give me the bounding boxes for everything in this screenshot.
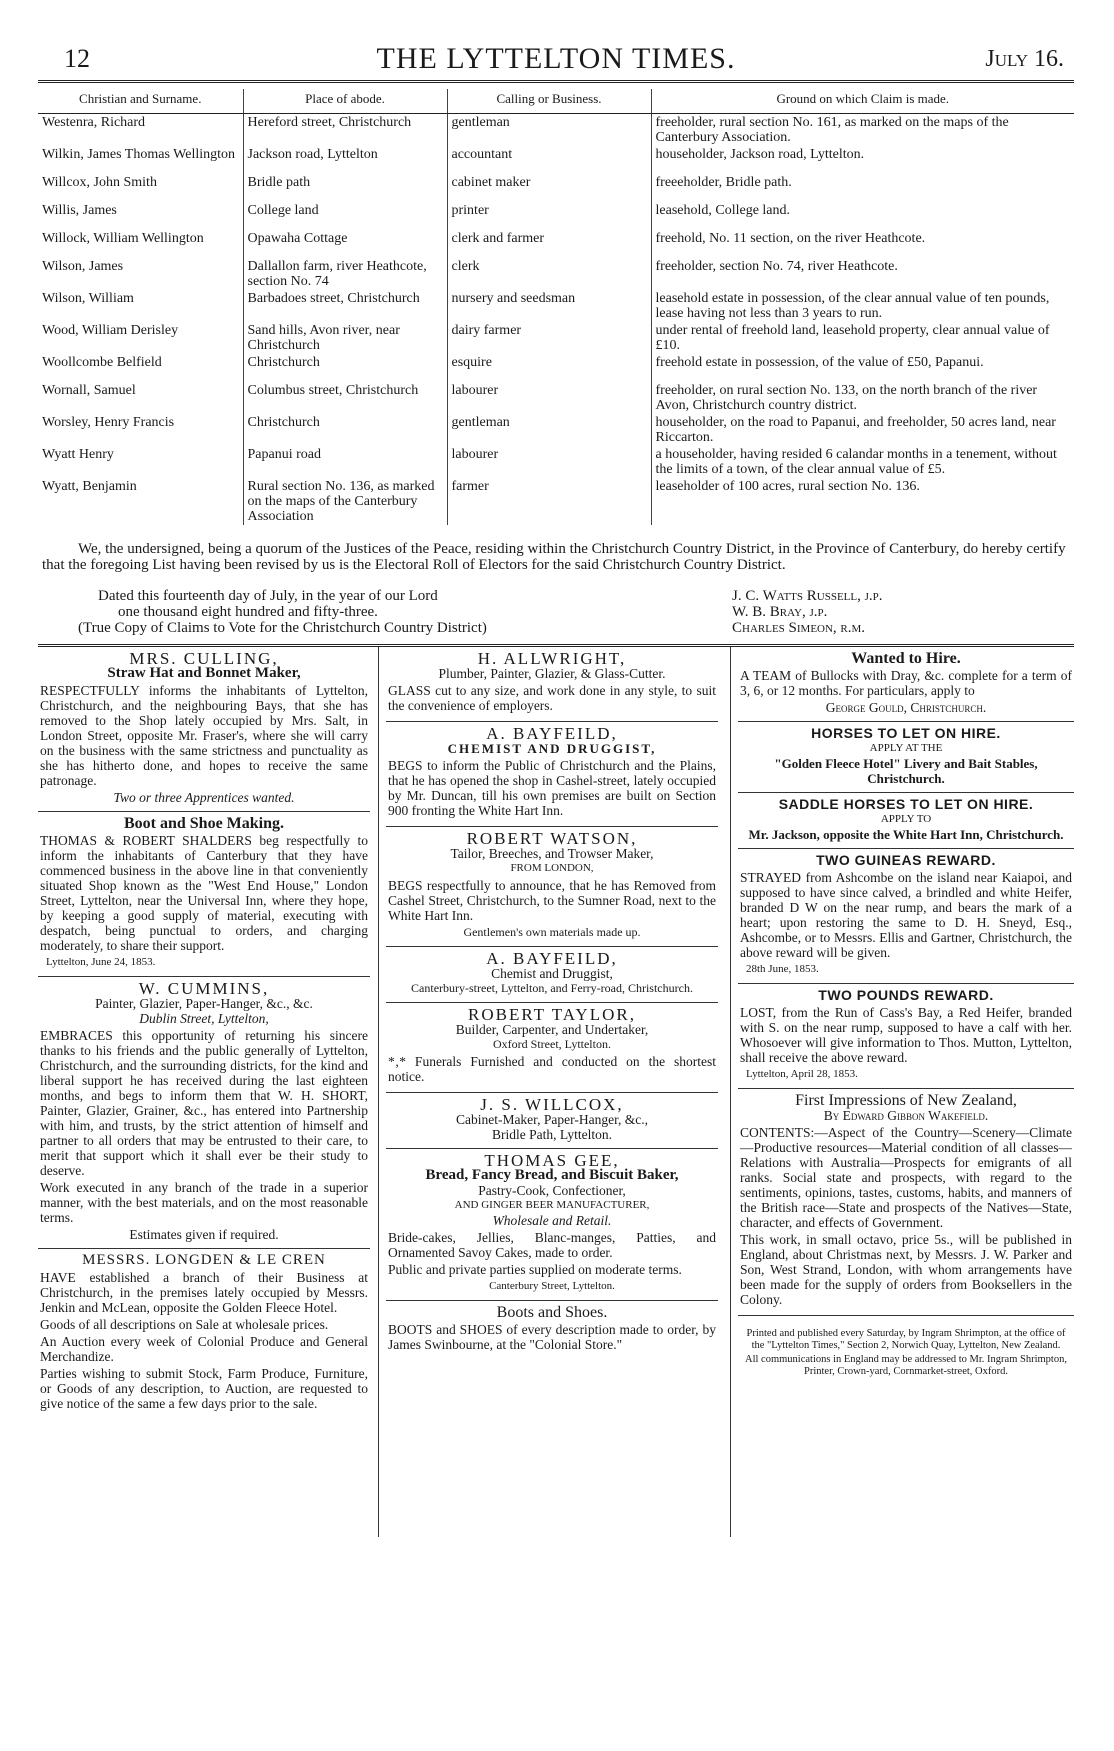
ad-body: Parties wishing to submit Stock, Farm Produce, Furniture, or Goods of any description, to Auction, are requested to give notice of the same a few days prior to the sale.: [40, 1366, 368, 1411]
cell-abode: Barbadoes street, Christchurch: [243, 290, 447, 322]
table-row: [38, 414, 1074, 446]
table-header-row: [38, 89, 1074, 114]
cell-name: Wyatt Henry: [42, 447, 114, 462]
copy-note: (True Copy of Claims to Vote for the Christchurch Country District): [78, 620, 487, 636]
roll-body: [38, 114, 1074, 526]
cell-calling: clerk: [447, 258, 651, 290]
ad-subheading: Painter, Glazier, Paper-Hanger, &c., &c.: [95, 996, 313, 1011]
advertisements: [38, 647, 1074, 1537]
certification-text: We, the undersigned, being a quorum of the Justices of the Peace, residing within the Christchurch Country District, in the Province of Canterbury, do hereby certify that the foregoing List having been revised by us is the Electoral Roll of Electors for the said Christchurch Country District.: [42, 541, 1066, 573]
column-header: Christian and Surname.: [38, 89, 243, 114]
ad-horses: [738, 722, 1074, 793]
ad-body: RESPECTFULLY informs the inhabitants of Lyttelton, Christchurch, and the neighbouring Bays, that she has removed to the Shop lately occupied by Mrs. Salt, in London Street, opposite Mr. Fraser's, where she will carry on the business with the same strictness and punctuality as she has hitherto done, and hopes to receive the same patronage.: [40, 683, 368, 788]
ad-heading: ROBERT WATSON,: [466, 829, 638, 848]
cell-calling: esquire: [447, 354, 651, 382]
cell-calling: labourer: [447, 382, 651, 414]
cell-name: Worsley, Henry Francis: [42, 415, 175, 430]
cell-name: Wood, William Derisley: [42, 323, 179, 338]
ad-body: HAVE established a branch of their Business at Christchurch, in the premises lately occupied by Messrs. Jenkin and McLean, opposite the Golden Fleece Hotel.: [40, 1270, 368, 1315]
ad-watson: [386, 827, 718, 947]
table-row: [38, 478, 1074, 525]
cell-abode: Jackson road, Lyttelton: [243, 146, 447, 174]
ad-heading: TWO GUINEAS REWARD.: [816, 852, 996, 868]
dated-line: one thousand eight hundred and fifty-three.: [118, 604, 378, 620]
ad-cummins: [38, 977, 370, 1249]
cell-calling: cabinet maker: [447, 174, 651, 202]
ad-body: *‚* Funerals Furnished and conducted on the shortest notice.: [388, 1054, 716, 1084]
ad-from: FROM LONDON,: [510, 862, 594, 874]
ad-note: Two or three Apprentices wanted.: [113, 790, 295, 805]
cell-calling: labourer: [447, 446, 651, 478]
ad-heading: SADDLE HORSES TO LET ON HIRE.: [778, 796, 1034, 812]
cell-name: Wornall, Samuel: [42, 383, 136, 398]
ad-address: Oxford Street, Lyttelton.: [493, 1037, 611, 1051]
ad-address: Canterbury Street, Lyttelton.: [489, 1280, 615, 1292]
ad-taylor: [386, 1003, 718, 1093]
ad-subheading: Builder, Carpenter, and Undertaker,: [455, 1022, 649, 1037]
ad-heading: First Impressions of New Zealand,: [795, 1092, 1017, 1109]
ad-heading: A. BAYFEILD,: [486, 949, 618, 968]
signature: J. C. Watts Russell, j.p.: [732, 588, 883, 604]
ad-heading: Wanted to Hire.: [851, 650, 961, 667]
table-row: [38, 382, 1074, 414]
ad-heading: HORSES TO LET ON HIRE.: [811, 725, 1001, 741]
ad-subheading: Straw Hat and Bonnet Maker,: [107, 665, 301, 681]
cell-ground: freehold estate in possession, of the value of £50, Papanui.: [651, 354, 1074, 382]
ad-body: A TEAM of Bullocks with Dray, &c. complete for a term of 3, 6, or 12 months. For particulars, apply to: [740, 668, 1072, 698]
column-header: Ground on which Claim is made.: [651, 89, 1074, 114]
cell-abode: Columbus street, Christchurch: [243, 382, 447, 414]
cell-ground: freeholder, on rural section No. 133, on the north branch of the river Avon, Christchurch country district.: [651, 382, 1074, 414]
ad-subheading: CHEMIST AND DRUGGIST,: [447, 741, 657, 756]
cell-name: Willcox, John Smith: [42, 175, 157, 190]
cell-name: Westenra, Richard: [42, 115, 146, 130]
ad-column-3: [738, 647, 1074, 1384]
cell-name: Woollcombe Belfield: [42, 355, 162, 370]
cell-calling: dairy farmer: [447, 322, 651, 354]
cell-ground: freeholder, rural section No. 161, as marked on the maps of the Canterbury Association.: [651, 114, 1074, 147]
ad-longden: [38, 1249, 370, 1419]
cell-ground: a householder, having resided 6 calandar months in a tenement, without the limits of a town, of the clear annual value of £5.: [651, 446, 1074, 478]
ad-body: Mr. Jackson, opposite the White Hart Inn, Christchurch.: [748, 827, 1064, 842]
ad-date: Lyttelton, April 28, 1853.: [746, 1068, 858, 1080]
ad-address: Bridle Path, Lyttelton.: [492, 1127, 612, 1142]
imprint: [738, 1316, 1074, 1384]
cell-abode: Christchurch: [243, 354, 447, 382]
ad-body: An Auction every week of Colonial Produce and General Merchandize.: [40, 1334, 368, 1364]
table-row: [38, 202, 1074, 230]
ad-heading: A. BAYFEILD,: [486, 724, 618, 743]
cell-abode: Opawaha Cottage: [243, 230, 447, 258]
ad-body: THOMAS & ROBERT SHALDERS beg respectfully to inform the inhabitants of Canterbury that they have commenced business in the above line in that conveniently situated Shop known as the "West End House," London Street, Lyttelton, near the Universal Inn, where they hope, by keeping a good supply of material, executing with despatch, being punctual to orders, and charging moderately, to share their support.: [40, 833, 368, 953]
ad-body: STRAYED from Ashcombe on the island near Kaiapoi, and supposed to have since calved, a brindled and white Heifer, branded D W on the near rump, and bears the mark of a heart; upon restoring the same to D. H. Sneyd, Esq., Ashcombe, or to Messrs. Ellis and Gartner, Christchurch, the above reward will be given.: [740, 870, 1072, 960]
ad-column-2: [386, 647, 718, 1360]
cell-name: Wilkin, James Thomas Wellington: [42, 147, 235, 162]
ad-heading: ROBERT TAYLOR,: [468, 1005, 636, 1024]
column-header: Place of abode.: [243, 89, 447, 114]
ad-note: Estimates given if required.: [129, 1227, 279, 1242]
ad-author: By Edward Gibbon Wakefield.: [823, 1108, 989, 1123]
ad-subheading: Chemist and Druggist,: [491, 966, 613, 981]
signature: W. B. Bray, j.p.: [732, 604, 828, 620]
column-header: Calling or Business.: [447, 89, 651, 114]
cell-calling: nursery and seedsman: [447, 290, 651, 322]
cell-calling: accountant: [447, 146, 651, 174]
cell-abode: Christchurch: [243, 414, 447, 446]
cell-abode: Dallallon farm, river Heathcote, section No. 74: [243, 258, 447, 290]
ad-body: LOST, from the Run of Cass's Bay, a Red Heifer, branded with S. on the near rump, supposed to have a calf with her. Whosoever will give information to Thos. Mutton, Lyttelton, shall receive the above reward.: [740, 1005, 1072, 1065]
ad-heading: MRS. CULLING,: [129, 649, 279, 668]
table-row: [38, 446, 1074, 478]
cell-calling: gentleman: [447, 414, 651, 446]
electoral-roll-table: [38, 89, 1074, 525]
ad-apply: APPLY TO: [880, 813, 932, 825]
ad-body: Goods of all descriptions on Sale at wholesale prices.: [40, 1317, 329, 1332]
ad-body: This work, in small octavo, price 5s., will be published in England, about Christmas next, by Messrs. J. W. Parker and Son, West Strand, London, with whom arrangements have been made for the supply of orders from Booksellers in the Colony.: [740, 1232, 1072, 1307]
cell-abode: Hereford street, Christchurch: [243, 114, 447, 147]
cell-abode: Rural section No. 136, as marked on the maps of the Canterbury Association: [243, 478, 447, 525]
table-row: [38, 230, 1074, 258]
ad-body: Work executed in any branch of the trade in a superior manner, with the best materials, and on the most reasonable terms.: [40, 1180, 368, 1225]
ad-note: Gentlemen's own materials made up.: [463, 925, 641, 939]
ad-bayfeild-chemist: [386, 722, 718, 827]
ad-subheading: Wholesale and Retail.: [492, 1213, 612, 1228]
ad-subheading: Tailor, Breeches, and Trowser Maker,: [450, 846, 654, 861]
ad-heading: TWO POUNDS REWARD.: [818, 987, 994, 1003]
ad-mrs-culling: [38, 647, 370, 812]
cell-name: Wilson, James: [42, 259, 124, 274]
imprint-text: All communications in England may be addressed to Mr. Ingram Shrimpton, Printer, Crown-yard, Cornmarket-street, Oxford.: [745, 1354, 1067, 1377]
table-row: [38, 114, 1074, 147]
cell-ground: householder, Jackson road, Lyttelton.: [651, 146, 1074, 174]
ad-body: CONTENTS:—Aspect of the Country—Scenery—Climate—Productive resources—Material condition of all classes—Relations with Australia—Prospects for emigrants of all ranks. Social state and prospects, with regard to the sentiments, opinions, tastes, customs, habits, and manners of the British race—State and prospects of the Natives—State, character, and effects of Government.: [740, 1125, 1072, 1230]
dated-line: Dated this fourteenth day of July, in the year of our Lord: [98, 588, 438, 604]
cell-ground: leasehold, College land.: [651, 202, 1074, 230]
ad-heading: H. ALLWRIGHT,: [477, 649, 627, 668]
ad-two-pounds: [738, 984, 1074, 1089]
ad-body: Public and private parties supplied on moderate terms.: [388, 1262, 682, 1277]
cell-ground: freeeholder, Bridle path.: [651, 174, 1074, 202]
cell-calling: gentleman: [447, 114, 651, 147]
ad-address: Dublin Street, Lyttelton,: [139, 1011, 269, 1026]
ad-signature: George Gould, Christchurch.: [825, 700, 987, 715]
ad-subheading: Pastry-Cook, Confectioner,: [478, 1183, 626, 1198]
column-divider: [730, 647, 731, 1537]
ad-boot-shoe: [38, 812, 370, 977]
masthead: [38, 40, 1074, 83]
ad-address: Canterbury-street, Lyttelton, and Ferry-road, Christchurch.: [411, 981, 693, 995]
newspaper-title: THE LYTTELTON TIMES.: [376, 42, 736, 75]
column-divider: [378, 647, 379, 1537]
ad-saddle-horses: [738, 793, 1074, 849]
signature: Charles Simeon, r.m.: [732, 620, 866, 636]
ad-apply: APPLY AT THE: [869, 742, 943, 754]
cell-ground: leasehold estate in possession, of the clear annual value of ten pounds, lease having not less than 3 years to run.: [651, 290, 1074, 322]
ad-body: EMBRACES this opportunity of returning his sincere thanks to his friends and the public generally of Lyttelton, Christchurch, and the surrounding districts, for the kind and liberal support he has received during the last eighteen months, and begs to inform them that W. H. SHORT, Painter, Glazier, Grainer, &c., has entered into Partnership with him, and trusts, by the strict attention of himself and partner to all orders that may be entrusted to their care, to merit that support which it shall ever be their study to deserve.: [40, 1028, 368, 1178]
ad-heading: Boot and Shoe Making.: [123, 815, 285, 832]
cell-name: Willock, William Wellington: [42, 231, 204, 246]
table-row: [38, 354, 1074, 382]
cell-calling: printer: [447, 202, 651, 230]
ad-subheading: Cabinet-Maker, Paper-Hanger, &c.,: [455, 1112, 649, 1127]
ad-date: 28th June, 1853.: [746, 963, 819, 975]
table-row: [38, 258, 1074, 290]
ad-first-impressions: [738, 1089, 1074, 1316]
ad-heading: Boots and Shoes.: [496, 1304, 608, 1321]
cell-calling: clerk and farmer: [447, 230, 651, 258]
ad-heading: W. CUMMINS,: [138, 979, 270, 998]
ad-wanted: [738, 647, 1074, 722]
ad-bayfeild-druggist: [386, 947, 718, 1003]
imprint-text: Printed and published every Saturday, by Ingram Shrimpton, at the office of the "Lyttelton Times," Section 2, Norwich Quay, Lyttelton, New Zealand.: [746, 1328, 1066, 1351]
cell-abode: Papanui road: [243, 446, 447, 478]
ad-body: BEGS respectfully to announce, that he has Removed from Cashel Street, Christchurch, to the Sumner Road, next to the White Hart Inn.: [388, 878, 716, 923]
newspaper-page: [38, 40, 1074, 1537]
cell-name: Willis, James: [42, 203, 117, 218]
cell-abode: Bridle path: [243, 174, 447, 202]
ad-heading: J. S. WILLCOX,: [480, 1095, 624, 1114]
issue-date: July 16.: [985, 46, 1064, 72]
ad-body: GLASS cut to any size, and work done in any style, to suit the convenience of employers.: [388, 683, 716, 713]
cell-ground: under rental of freehold land, leasehold property, clear annual value of £10.: [651, 322, 1074, 354]
ad-boots: [386, 1301, 718, 1360]
ad-heading: MESSRS. LONGDEN & LE CREN: [82, 1252, 326, 1268]
ad-column-1: [38, 647, 370, 1419]
page-number: 12: [64, 44, 90, 73]
cell-ground: freehold, No. 11 section, on the river Heathcote.: [651, 230, 1074, 258]
ad-body: BOOTS and SHOES of every description made to order, by James Swinbourne, at the "Colonial Store.": [388, 1322, 716, 1352]
cell-abode: Sand hills, Avon river, near Christchurch: [243, 322, 447, 354]
cell-abode: College land: [243, 202, 447, 230]
table-row: [38, 290, 1074, 322]
ad-body: BEGS to inform the Public of Christchurch and the Plains, that he has opened the shop in Cashel-street, lately occupied by Mr. Duncan, till his own premises are built on Section 900 fronting the White Hart Inn.: [388, 758, 716, 818]
table-row: [38, 174, 1074, 202]
cell-calling: farmer: [447, 478, 651, 525]
ad-body: "Golden Fleece Hotel" Livery and Bait Stables, Christchurch.: [774, 756, 1038, 786]
table-row: [38, 146, 1074, 174]
ad-subheading: Bread, Fancy Bread, and Biscuit Baker,: [425, 1167, 679, 1183]
table-row: [38, 322, 1074, 354]
ad-heading: THOMAS GEE,: [484, 1151, 620, 1170]
ad-allwright: [386, 647, 718, 722]
ad-body: Bride-cakes, Jellies, Blanc-manges, Patties, and Ornamented Savoy Cakes, made to order.: [388, 1230, 716, 1260]
cell-name: Wilson, William: [42, 291, 134, 306]
ad-subheading: AND GINGER BEER MANUFACTURER,: [454, 1199, 650, 1211]
cell-ground: leaseholder of 100 acres, rural section No. 136.: [651, 478, 1074, 525]
ad-gee: [386, 1149, 718, 1301]
cell-ground: householder, on the road to Papanui, and freeholder, 50 acres land, near Riccarton.: [651, 414, 1074, 446]
ad-two-guineas: [738, 849, 1074, 984]
ad-subheading: Plumber, Painter, Glazier, & Glass-Cutter.: [438, 666, 666, 681]
certification-signatures: [38, 588, 1074, 640]
ad-willcox: [386, 1093, 718, 1149]
cell-name: Wyatt, Benjamin: [42, 479, 137, 494]
cell-ground: freeholder, section No. 74, river Heathcote.: [651, 258, 1074, 290]
ad-date: Lyttelton, June 24, 1853.: [46, 956, 156, 968]
